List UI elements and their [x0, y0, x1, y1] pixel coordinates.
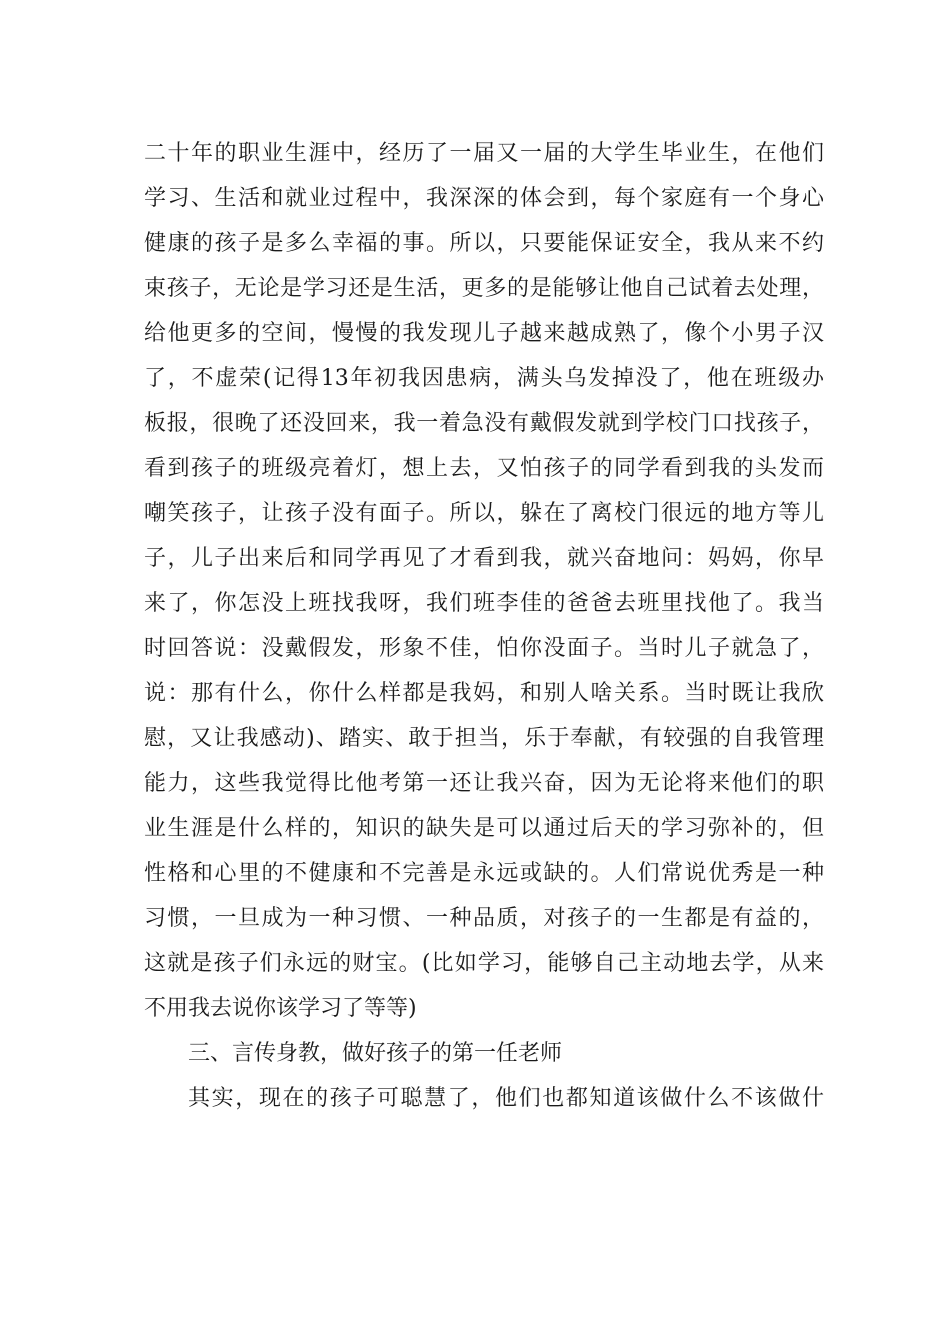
section-heading: 三、言传身教，做好孩子的第一任老师 — [188, 1041, 563, 1066]
paragraph-line-last: 其实，现在的孩子可聪慧了，他们也都知道该做什么不该做什 — [188, 1086, 824, 1111]
paragraph-line-19: 这就是孩子们永远的财宝。(比如学习，能够自己主动地去学，从来 — [144, 951, 824, 976]
paragraph-line-5: 给他更多的空间，慢慢的我发现儿子越来越成熟了，像个小男子汉 — [144, 321, 824, 346]
paragraph-line-15: 能力，这些我觉得比他考第一还让我兴奋，因为无论将来他们的职 — [144, 771, 824, 796]
paragraph-line-11: 来了，你怎没上班找我呀，我们班李佳的爸爸去班里找他了。我当 — [144, 591, 824, 616]
paragraph-line-7: 板报，很晚了还没回来，我一着急没有戴假发就到学校门口找孩子， — [144, 411, 824, 436]
paragraph-line-12: 时回答说：没戴假发，形象不佳，怕你没面子。当时儿子就急了， — [144, 636, 824, 661]
paragraph-line-6: 了，不虚荣(记得13年初我因患病，满头乌发掉没了，他在班级办 — [144, 366, 824, 391]
paragraph-line-14: 慰，又让我感动)、踏实、敢于担当，乐于奉献，有较强的自我管理 — [144, 726, 824, 751]
paragraph-line-18: 习惯，一旦成为一种习惯、一种品质，对孩子的一生都是有益的， — [144, 906, 824, 931]
paragraph-line-13: 说：那有什么，你什么样都是我妈，和别人啥关系。当时既让我欣 — [144, 681, 824, 706]
paragraph-line-16: 业生涯是什么样的，知识的缺失是可以通过后天的学习弥补的，但 — [144, 816, 824, 841]
paragraph-line-4: 束孩子，无论是学习还是生活，更多的是能够让他自己试着去处理， — [144, 276, 824, 301]
paragraph-line-1: 二十年的职业生涯中，经历了一届又一届的大学生毕业生，在他们 — [144, 141, 824, 166]
paragraph-line-3: 健康的孩子是多么幸福的事。所以，只要能保证安全，我从来不约 — [144, 231, 824, 256]
paragraph-line-9: 嘲笑孩子，让孩子没有面子。所以，躲在了离校门很远的地方等儿 — [144, 501, 824, 526]
paragraph-line-2: 学习、生活和就业过程中，我深深的体会到，每个家庭有一个身心 — [144, 186, 824, 211]
paragraph-line-10: 子，儿子出来后和同学再见了才看到我，就兴奋地问：妈妈，你早 — [144, 546, 824, 571]
document-body — [144, 131, 824, 1121]
paragraph-line-20: 不用我去说你该学习了等等) — [144, 996, 417, 1021]
paragraph-line-8: 看到孩子的班级亮着灯，想上去，又怕孩子的同学看到我的头发而 — [144, 456, 824, 481]
paragraph-line-17: 性格和心里的不健康和不完善是永远或缺的。人们常说优秀是一种 — [144, 861, 824, 886]
